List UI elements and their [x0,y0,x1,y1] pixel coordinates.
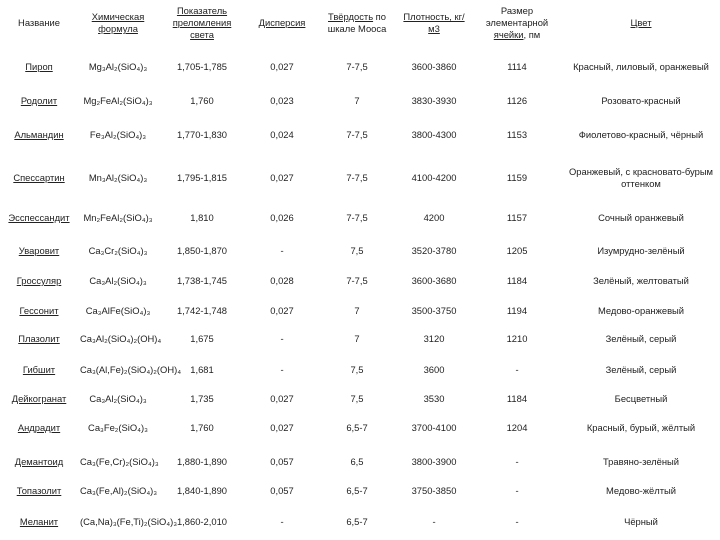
cell-unit-size: 1114 [507,61,527,72]
cell-refraction: 1,860-2,010 [176,516,228,527]
cell-formula: Mn₃Al₂(SiO₄)₃ [88,172,148,183]
cell-density: 3700-4100 [411,422,457,433]
cell-density: 3500-3750 [411,305,457,316]
cell-formula: Ca₃Al₂(SiO₄)₂(OH)₄ [80,333,162,344]
cell-formula: Mn₂FeAl₂(SiO₄)₃ [83,212,153,223]
mineral-link[interactable]: Дейкогранат [11,393,67,404]
cell-refraction: 1,850-1,870 [176,245,228,256]
header-color[interactable] [562,0,720,46]
table-row [0,200,720,236]
cell-unit-size: - [515,456,519,467]
header-dispersion[interactable] [246,0,318,46]
cell-unit-size: 1205 [506,245,528,256]
cell-name[interactable] [0,326,78,352]
refraction-link[interactable]: Показатель преломления света [172,5,232,40]
cell-color: Зелёный, серый [605,364,677,375]
table-row [0,266,720,296]
cell-hardness: 6,5-7 [346,422,368,433]
cell-color: Розовато-красный [601,95,681,106]
cell-refraction: 1,880-1,890 [176,456,228,467]
mineral-link[interactable]: Плазолит [18,333,60,344]
cell-dispersion: 0,057 [270,485,294,496]
cell-density: 3530 [423,393,445,404]
mineral-link[interactable]: Андрадит [17,422,61,433]
cell-dispersion: 0,026 [270,212,294,223]
mineral-link[interactable]: Родолит [20,95,58,106]
header-name: Название [18,17,60,28]
cell-density: 3600 [423,364,445,375]
cell-name[interactable] [0,88,78,114]
mineral-link[interactable]: Гибшит [22,364,56,375]
density-link[interactable]: Плотность, кг/м3 [403,11,465,34]
cell-name[interactable] [0,200,78,236]
table-row [0,388,720,410]
cell-formula: Mg₃Al₂(SiO₄)₃ [88,61,148,72]
cell-density: 3830-3930 [411,95,457,106]
cell-hardness: 7 [354,305,360,316]
cell-color: Медово-жёлтый [605,485,677,496]
cell-dispersion: 0,028 [270,275,294,286]
cell-name[interactable] [0,236,78,266]
cell-name[interactable] [0,46,78,88]
table-header [0,0,720,46]
mineral-link[interactable]: Уваровит [18,245,60,256]
cell-density: 4100-4200 [411,172,457,183]
cell-color: Фиолетово-красный, чёрный [578,129,704,140]
cell-hardness: 7,5 [350,364,364,375]
cell-color: Сочный оранжевый [598,212,684,223]
cell-name[interactable] [0,296,78,326]
hardness-link[interactable]: Твёрдость [328,11,374,22]
cell-refraction: 1,770-1,830 [176,129,228,140]
cell-formula: Mg₂FeAl₂(SiO₄)₃ [83,95,153,106]
cell-refraction: 1,735 [190,393,214,404]
cell-refraction: 1,840-1,890 [176,485,228,496]
cell-hardness: 7-7,5 [346,129,368,140]
mineral-link[interactable]: Альмандин [14,129,64,140]
formula-link[interactable]: Химическая формула [91,11,145,34]
cell-hardness: 7-7,5 [346,212,368,223]
header-formula[interactable] [78,0,158,46]
cell-unit-size: 1157 [506,212,528,223]
mineral-link[interactable]: Пироп [25,61,53,72]
cell-density: 3800-3900 [411,456,457,467]
table-row [0,46,720,88]
cell-name[interactable] [0,352,78,388]
cell-color: Чёрный [624,516,658,527]
cell-formula: Ca₃Fe₂(SiO₄)₃ [88,422,148,433]
cell-hardness: 7 [354,333,360,344]
cell-density: 3120 [423,333,445,344]
table-row [0,478,720,504]
cell-dispersion: 0,024 [270,129,294,140]
cell-density: 3600-3860 [411,61,457,72]
cell-hardness: 7 [354,95,360,106]
cell-refraction: 1,760 [190,422,214,433]
cell-formula: Fe₃Al₂(SiO₄)₃ [89,129,147,140]
cell-density: - [432,516,436,527]
cell-unit-size: - [515,485,519,496]
cell-name[interactable] [0,388,78,410]
cell-unit-size: 1204 [506,422,528,433]
header-refraction[interactable] [158,0,246,46]
cell-refraction: 1,742-1,748 [176,305,228,316]
cell-hardness: 6,5-7 [346,485,368,496]
cell-refraction: 1,705-1,785 [176,61,228,72]
cell-unit-size: 1159 [506,172,528,183]
cell-name[interactable] [0,156,78,200]
cell-color: Изумрудно-зелёный [597,245,685,256]
mineral-link[interactable]: Эсспессандит [8,212,70,223]
cell-dispersion: 0,027 [270,393,294,404]
hardness-rest: по шкале Мооса [327,11,387,34]
table-row [0,296,720,326]
cell-dispersion: 0,027 [270,172,294,183]
cell-name[interactable] [0,446,78,478]
table-row [0,446,720,478]
cell-dispersion: 0,057 [270,456,294,467]
cell-color: Бесцветный [614,393,668,404]
cell-color: Травяно-зелёный [602,456,680,467]
cell-hardness: 7,5 [350,245,364,256]
cell-hardness: 6,5 [350,456,364,467]
cell-dispersion: - [280,516,284,527]
cell-refraction: 1,681 [190,364,214,375]
cell-refraction: 1,738-1,745 [176,275,228,286]
table-row [0,156,720,200]
cell-refraction: 1,760 [190,95,214,106]
cell-formula: (Ca,Na)₃(Fe,Ti)₂(SiO₄)₃ [80,516,178,527]
cell-formula: Ca₃AlFe(SiO₄)₃ [85,305,151,316]
header-cell-size [472,0,562,46]
mineral-link[interactable]: Гроссуляр [16,275,62,286]
mineral-link[interactable]: Гессонит [19,305,59,316]
cell-density: 4200 [423,212,445,223]
cell-refraction: 1,675 [190,333,214,344]
cell-refraction: 1,810 [190,212,214,223]
cell-dispersion: 0,027 [270,305,294,316]
cell-dispersion: 0,027 [270,422,294,433]
cell-dispersion: 0,027 [270,61,294,72]
table-row [0,114,720,156]
cell-name[interactable] [0,114,78,156]
cell-hardness: 7-7,5 [346,61,368,72]
cell-unit-size: - [515,364,519,375]
cell-dispersion: - [280,364,284,375]
mineral-link[interactable]: Топазолит [16,485,62,496]
cell-formula: Ca₃Cr₂(SiO₄)₃ [88,245,148,256]
cell-hardness: 6,5-7 [346,516,368,527]
mineral-link[interactable]: Спессартин [13,172,65,183]
cell-unit-size: 1184 [506,393,528,404]
cell-formula: Ca₃(Fe,Al)₂(SiO₄)₃ [80,485,158,496]
cell-density: 3750-3850 [411,485,457,496]
cell-unit-size: 1210 [506,333,528,344]
cell-name[interactable] [0,266,78,296]
table-row [0,326,720,352]
cell-dispersion: - [280,333,284,344]
table-row [0,410,720,446]
cell-unit-size: 1126 [506,95,528,106]
cell-formula: Ca₃Al₂(SiO₄)₃ [89,275,147,286]
color-link[interactable]: Цвет [630,17,652,28]
cell-color: Красный, лиловый, оранжевый [573,61,709,72]
cell-hardness: 7-7,5 [346,172,368,183]
cell-density: 3520-3780 [411,245,457,256]
table-row [0,504,720,540]
cell-density: 3600-3680 [411,275,457,286]
cell-color: Зелёный, желтоватый [593,275,689,286]
cell-unit-size: - [515,516,519,527]
cell-formula: Ca₃Al₂(SiO₄)₃ [89,393,147,404]
cell-color: Зелёный, серый [605,333,677,344]
cell-dispersion: - [280,245,284,256]
table-body [0,46,720,540]
cell-color: Медово-оранжевый [597,305,685,316]
cell-refraction: 1,795-1,815 [176,172,228,183]
cell-name[interactable] [0,504,78,540]
cell-density: 3800-4300 [411,129,457,140]
table-row [0,352,720,388]
cell-hardness: 7-7,5 [346,275,368,286]
cell-link[interactable]: ячейки [493,29,524,40]
cell-hardness: 7,5 [350,393,364,404]
cell-color: Красный, бурый, жёлтый [586,422,696,433]
cell-color: Оранжевый, с красновато-бурым оттенком [569,166,713,189]
cell-size-prefix: Размер элементарной [485,5,549,28]
cell-unit-size: 1184 [506,275,528,286]
cell-formula: Ca₃(Al,Fe)₂(SiO₄)₂(OH)₄ [80,364,182,375]
table-row [0,88,720,114]
cell-unit-size: 1153 [506,129,528,140]
cell-dispersion: 0,023 [270,95,294,106]
header-hardness [318,0,396,46]
cell-formula: Ca₃(Fe,Cr)₂(SiO₄)₃ [80,456,159,467]
mineral-link[interactable]: Демантоид [14,456,64,467]
cell-name[interactable] [0,478,78,504]
dispersion-link[interactable]: Дисперсия [258,17,306,28]
header-density[interactable] [396,0,472,46]
mineral-link[interactable]: Меланит [19,516,59,527]
cell-unit-size: 1194 [506,305,528,316]
table-row [0,236,720,266]
cell-name[interactable] [0,410,78,446]
cell-size-suffix: , пм [523,29,541,40]
header-row [0,0,720,46]
